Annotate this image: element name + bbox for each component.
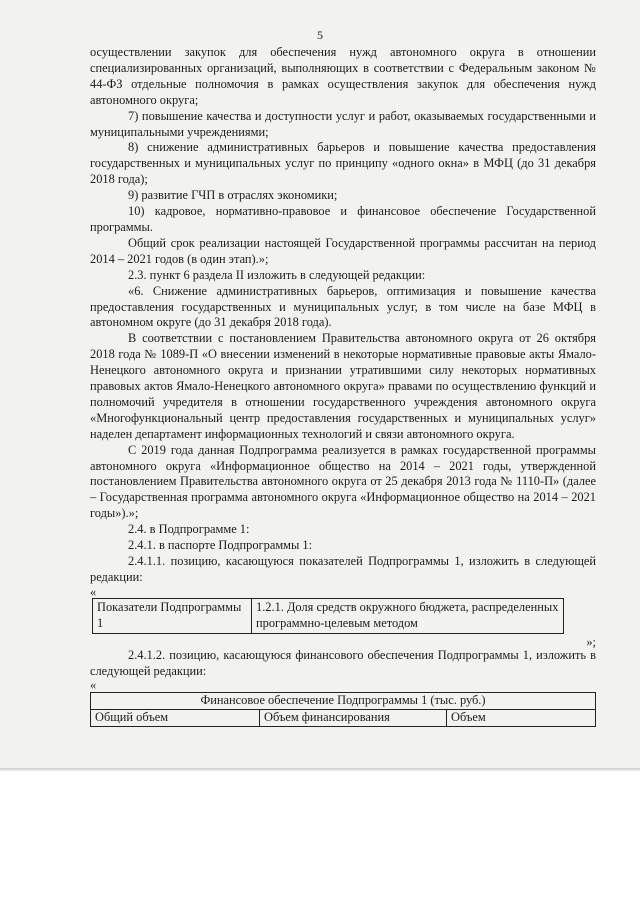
paragraph: 10) кадровое, нормативно-правовое и финансовое обеспечение Государственной программы. [90, 204, 596, 234]
table-row [91, 710, 596, 727]
paragraph: В соответствии с постановлением Правительства автономного округа от 26 октября 2018 года № 1089-П «О внесении изменений в некоторые нормативные правовые акты Ямало-Ненецкого автономного округа и признании утратившими силу некоторых нормативных правовых актов Ямало-Ненецкого автономного округа» правами по осуществлению функций и полномочий учредителя в отношении государственного учреждения автономного округа «Многофункциональный центр предоставления государственных и муниципальных услуг» наделен департамент информационных технологий и связи автономного округа. [90, 331, 596, 441]
table-cell-volume: Объем [447, 710, 596, 727]
open-quote: « [90, 584, 97, 599]
table-cell-indicators-value: 1.2.1. Доля средств окружного бюджета, распределенных программно-целевым методом [252, 598, 564, 633]
financing-table-header: Финансовое обеспечение Подпрограммы 1 (тыс. руб.) [91, 693, 596, 710]
open-quote: « [90, 678, 97, 693]
table-cell-total: Общий объем [91, 710, 260, 727]
table-row [93, 598, 564, 633]
close-quote: »; [586, 634, 596, 649]
paragraph: 2.3. пункт 6 раздела II изложить в следующей редакции: [128, 267, 426, 282]
paragraph: 2.4.1.2. позицию, касающуюся финансового обеспечения Подпрограммы 1, изложить в следующей редакции: [90, 647, 596, 678]
paragraph: 9) развитие ГЧП в отраслях экономики; [128, 188, 338, 203]
paragraph: С 2019 года данная Подпрограмма реализуется в рамках государственной программы автономного округа «Информационное общество на 2014 – 2021 годы, утвержденной постановлением Правительства автономного округа от 25 декабря 2013 года № 1110-П» (далее – Государственная программа автономного округа «Информационное общество на 2014 – 2021 годы»).»; [90, 442, 596, 521]
paragraph: 2.4.1. в паспорте Подпрограммы 1: [128, 538, 313, 553]
table-cell-indicators-label: Показатели Подпрограммы 1 [93, 598, 252, 633]
table-cell-financing: Объем финансирования [260, 710, 447, 727]
indicators-table [92, 598, 564, 634]
table-row [91, 693, 596, 710]
financing-table [90, 692, 596, 727]
paragraph: Общий срок реализации настоящей Государственной программы рассчитан на период 2014 – 2021 годов (в один этап).»; [90, 235, 596, 266]
scan-edge [0, 768, 640, 771]
paragraph: 7) повышение качества и доступности услуг и работ, оказываемых государственными и муниципальными учреждениями; [90, 108, 596, 139]
paragraph: осуществлении закупок для обеспечения нужд автономного округа в отношении специализированных организаций, выполняющих в соответствии с Федеральным законом № 44-ФЗ отдельные полномочия в рамках осуществления закупок для обеспечения нужд автономного округа; [90, 45, 596, 107]
paragraph: 2.4.1.1. позицию, касающуюся показателей Подпрограммы 1, изложить в следующей редакции: [90, 554, 596, 584]
paragraph: 2.4. в Подпрограмме 1: [128, 522, 250, 537]
paragraph: «6. Снижение административных барьеров, оптимизация и повышение качества предоставления государственных и муниципальных услуг, в том числе на базе МФЦ в автономном округе (до 31 декабря 2018 года). [90, 283, 596, 330]
document-body [90, 45, 596, 727]
page-number: 5 [317, 28, 323, 42]
paragraph: 8) снижение административных барьеров и повышение качества предоставления государственных и муниципальных услуг по принципу «одного окна» в МФЦ (до 31 декабря 2018 года); [90, 140, 596, 187]
